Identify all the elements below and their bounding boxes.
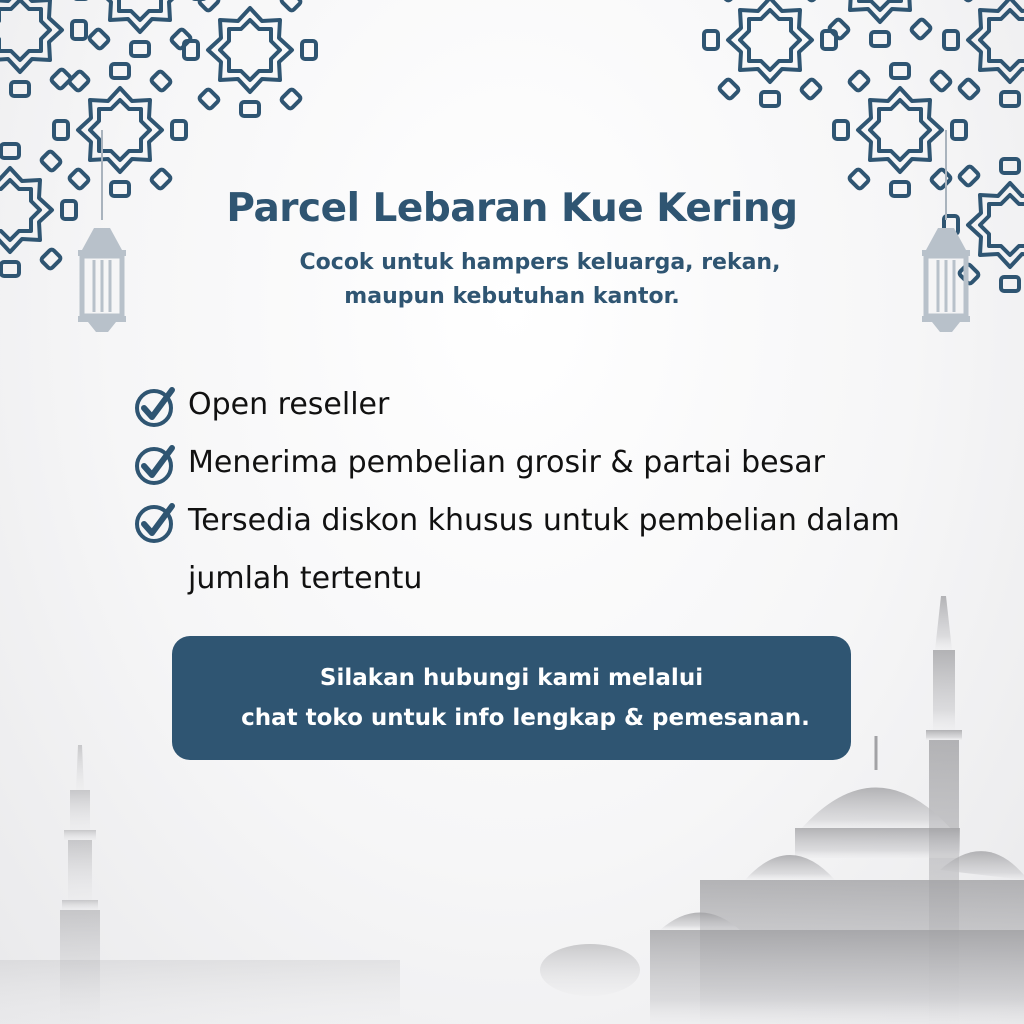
feature-item-reseller — [132, 376, 992, 434]
feature-item-wholesale — [132, 434, 992, 492]
page-subtitle — [0, 246, 1024, 314]
feature-text: Tersedia diskon khusus untuk pembelian dalam jumlah tertentu — [188, 503, 900, 596]
check-circle-icon — [132, 382, 180, 430]
contact-line-2: chat toko untuk info lengkap & pemesanan. — [241, 705, 810, 731]
check-circle-icon — [132, 440, 180, 488]
subtitle-line-1: Cocok untuk hampers keluarga, rekan, — [299, 250, 781, 275]
feature-text: Menerima pembelian grosir & partai besar — [188, 445, 825, 480]
minaret-silhouette-left — [0, 745, 640, 1024]
contact-line-1: Silakan hubungi kami melalui — [319, 665, 704, 691]
page-title: Parcel Lebaran Kue Kering — [226, 186, 798, 231]
islamic-star-pattern-left — [0, 0, 316, 276]
feature-list — [132, 376, 992, 608]
check-circle-icon — [132, 498, 180, 546]
feature-item-discount — [132, 492, 992, 608]
feature-text: Open reseller — [188, 387, 390, 422]
subtitle-line-2: maupun kebutuhan kantor. — [344, 284, 680, 309]
contact-banner — [172, 636, 851, 760]
